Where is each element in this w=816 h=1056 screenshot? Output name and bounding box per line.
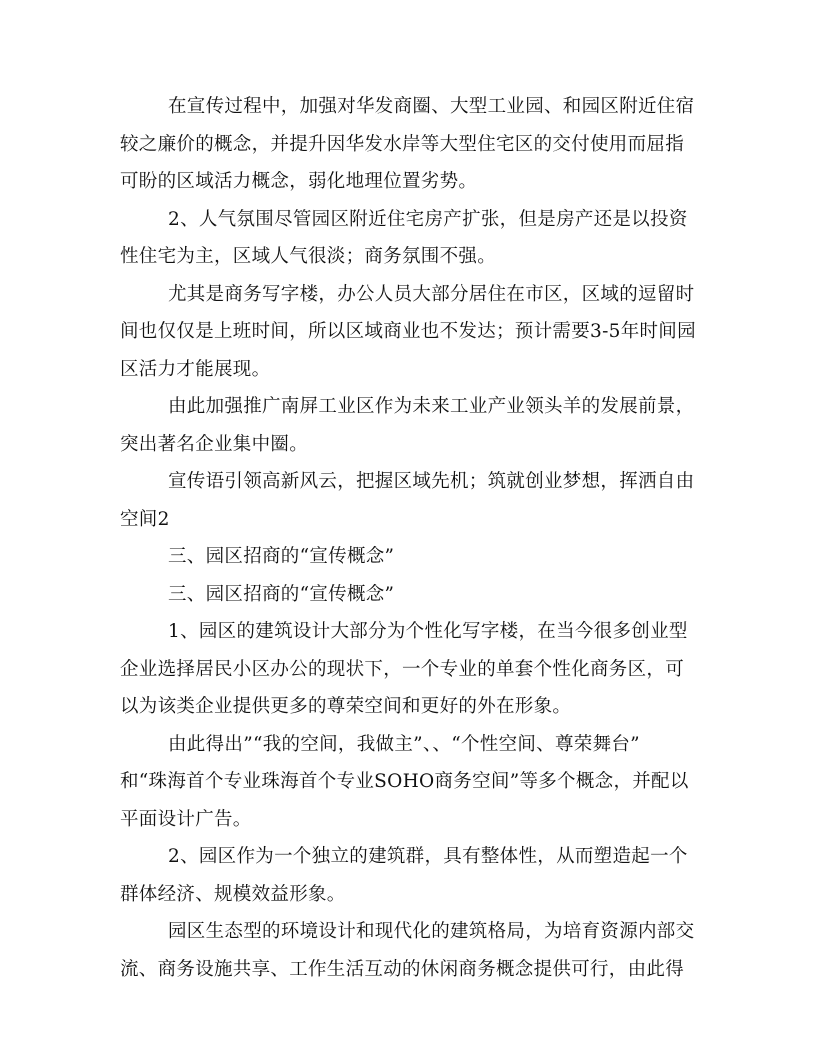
text-line: 1、园区的建筑设计大部分为个性化写字楼，在当今很多创业型 <box>168 621 688 642</box>
text-line: 较之廉价的概念，并提升因华发水岸等大型住宅区的交付使用而屈指 <box>120 133 685 155</box>
text-line: 园区生态型的环境设计和现代化的建筑格局，为培育资源内部交 <box>168 921 695 942</box>
text-line: 2、园区作为一个独立的建筑群，具有整体性，从而塑造起一个 <box>168 846 688 867</box>
text-line: 和“珠海首个专业珠海首个专业SOHO商务空间”等多个概念，并配以 <box>120 771 689 792</box>
text-line: 性住宅为主，区域人气很淡；商务氛围不强。 <box>120 246 497 267</box>
text-line: 三、园区招商的“宣传概念” <box>168 583 395 605</box>
text-line: 空间2 <box>120 508 170 530</box>
text-line: 突出著名企业集中圈。 <box>120 433 309 455</box>
text-line: 三、园区招商的“宣传概念” <box>168 546 395 567</box>
text-line: 企业选择居民小区办公的现状下，一个专业的单套个性化商务区，可 <box>120 658 685 680</box>
text-line: 区活力才能展现。 <box>120 358 271 380</box>
text-line: 在宣传过程中，加强对华发商圈、大型工业园、和园区附近住宿 <box>168 96 695 117</box>
text-line: 群体经济、规模效益形象。 <box>120 883 346 905</box>
text-line: 流、商务设施共享、工作生活互动的休闲商务概念提供可行，由此得 <box>120 958 685 980</box>
text-line: 可盼的区域活力概念，弱化地理位置劣势。 <box>120 171 478 192</box>
text-line: 由此加强推广南屏工业区作为未来工业产业领头羊的发展前景， <box>168 396 695 417</box>
text-line: 尤其是商务写字楼，办公人员大部分居住在市区，区域的逗留时 <box>168 283 695 305</box>
text-line: 平面设计广告。 <box>120 808 252 830</box>
text-line: 以为该类企业提供更多的尊荣空间和更好的外在形象。 <box>120 696 572 717</box>
text-line: 由此得出”“我的空间，我做主”、、“个性空间、尊荣舞台” <box>168 733 640 755</box>
text-line: 2、人气氛围尽管园区附近住宅房产扩张，但是房产还是以投资 <box>168 208 688 230</box>
text-line: 宣传语引领高新风云，把握区域先机；筑就创业梦想，挥洒自由 <box>168 471 695 492</box>
text-line: 间也仅仅是上班时间，所以区域商业也不发达；预计需要3-5年时间园 <box>120 321 696 342</box>
